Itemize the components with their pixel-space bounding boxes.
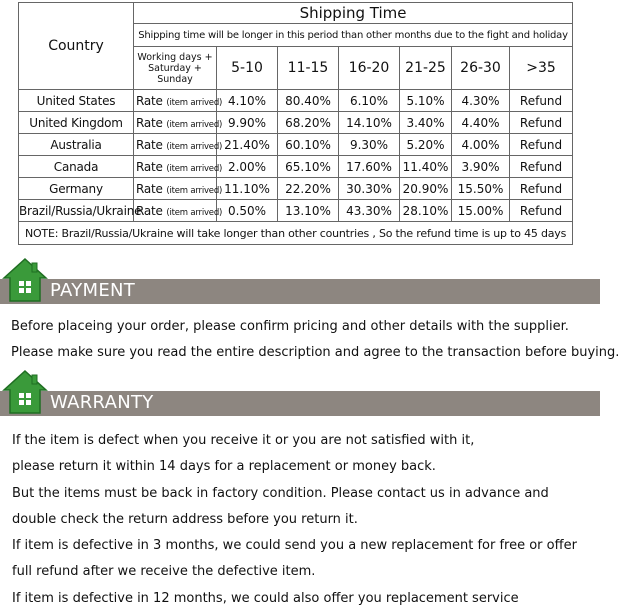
value-cell: 2.00% [217,156,278,178]
rate-label: Rate [136,93,163,108]
value-cell: 65.10% [278,156,339,178]
refund-cell: Refund [510,156,573,178]
value-cell: 9.90% [217,112,278,134]
value-cell: 80.40% [278,90,339,112]
value-cell: 22.20% [278,178,339,200]
warranty-line: But the items must be back in factory condition. Please contact us in advance and [12,485,549,501]
warranty-heading-bar [0,391,600,416]
country-cell: Germany [19,178,134,200]
table-row [19,178,573,200]
range-header: 21-25 [400,47,452,90]
shipping-note: NOTE: Brazil/Russia/Ukraine will take longer than other countries , So the refund time is up to 45 days [19,222,573,245]
value-cell: 5.10% [400,90,452,112]
value-cell: 5.20% [400,134,452,156]
rate-cell [134,200,223,222]
shipping-time-title: Shipping Time [134,3,573,24]
value-cell: 11.10% [217,178,278,200]
warranty-banner [0,368,600,414]
warranty-line: If item is defective in 12 months, we could also offer you replacement service [12,590,519,606]
house-icon [2,257,48,303]
value-cell: 28.10% [400,200,452,222]
value-cell: 3.90% [452,156,510,178]
value-cell: 17.60% [339,156,400,178]
rate-note: (item arrived) [166,185,223,196]
warranty-line: If item is defective in 3 months, we could send you a new replacement for free or offer [12,538,577,554]
value-cell: 43.30% [339,200,400,222]
working-days-label: Working days + Saturday + Sunday [134,47,217,90]
refund-cell: Refund [510,178,573,200]
rate-note: (item arrived) [166,141,223,152]
country-cell: Brazil/Russia/Ukraine [19,200,134,222]
refund-cell: Refund [510,112,573,134]
payment-text [11,318,619,370]
warranty-heading: WARRANTY [50,392,154,413]
value-cell: 4.00% [452,134,510,156]
table-row [19,112,573,134]
table-row [19,200,573,222]
payment-line: Before placeing your order, please confirm pricing and other details with the supplier. [11,319,569,334]
range-header: 16-20 [339,47,400,90]
value-cell: 4.30% [452,90,510,112]
payment-heading-bar [0,279,600,304]
rate-cell [134,178,223,200]
shipping-subtitle: Shipping time will be longer in this period than other months due to the fight and holiday [134,24,573,47]
rate-label: Rate [136,159,163,174]
refund-cell: Refund [510,134,573,156]
range-header: 26-30 [452,47,510,90]
country-cell: United Kingdom [19,112,134,134]
value-cell: 15.00% [452,200,510,222]
rate-cell [134,134,223,156]
value-cell: 15.50% [452,178,510,200]
rate-cell [134,112,223,134]
rate-note: (item arrived) [166,97,223,108]
table-row [19,156,573,178]
value-cell: 30.30% [339,178,400,200]
table-row [19,90,573,112]
country-cell: Canada [19,156,134,178]
value-cell: 4.10% [217,90,278,112]
warranty-line: please return it within 14 days for a replacement or money back. [12,459,436,475]
value-cell: 14.10% [339,112,400,134]
rate-cell [134,90,223,112]
value-cell: 9.30% [339,134,400,156]
warranty-line: double check the return address before you return it. [12,511,358,527]
rate-label: Rate [136,115,163,130]
rate-cell [134,156,223,178]
range-header: 11-15 [278,47,339,90]
value-cell: 6.10% [339,90,400,112]
value-cell: 60.10% [278,134,339,156]
house-icon [2,369,48,415]
payment-heading: PAYMENT [50,280,136,301]
range-header: >35 [510,47,573,90]
warranty-line: full refund after we receive the defective item. [12,564,316,580]
rate-label: Rate [136,137,163,152]
rate-label: Rate [136,181,163,196]
value-cell: 11.40% [400,156,452,178]
range-header: 5-10 [217,47,278,90]
rate-label: Rate [136,203,163,218]
payment-banner [0,256,600,302]
country-cell: Australia [19,134,134,156]
value-cell: 4.40% [452,112,510,134]
value-cell: 68.20% [278,112,339,134]
value-cell: 0.50% [217,200,278,222]
value-cell: 20.90% [400,178,452,200]
payment-line: Please make sure you read the entire description and agree to the transaction before buying. [11,345,619,360]
warranty-text [12,432,577,616]
refund-cell: Refund [510,200,573,222]
country-header: Country [19,3,134,90]
country-cell: United States [19,90,134,112]
rate-note: (item arrived) [166,163,223,174]
value-cell: 3.40% [400,112,452,134]
rate-note: (item arrived) [166,207,223,218]
value-cell: 21.40% [217,134,278,156]
rate-note: (item arrived) [166,119,223,130]
warranty-line: If the item is defect when you receive it or you are not satisfied with it, [12,433,475,448]
refund-cell: Refund [510,90,573,112]
value-cell: 13.10% [278,200,339,222]
shipping-time-table [18,2,573,245]
table-row [19,134,573,156]
